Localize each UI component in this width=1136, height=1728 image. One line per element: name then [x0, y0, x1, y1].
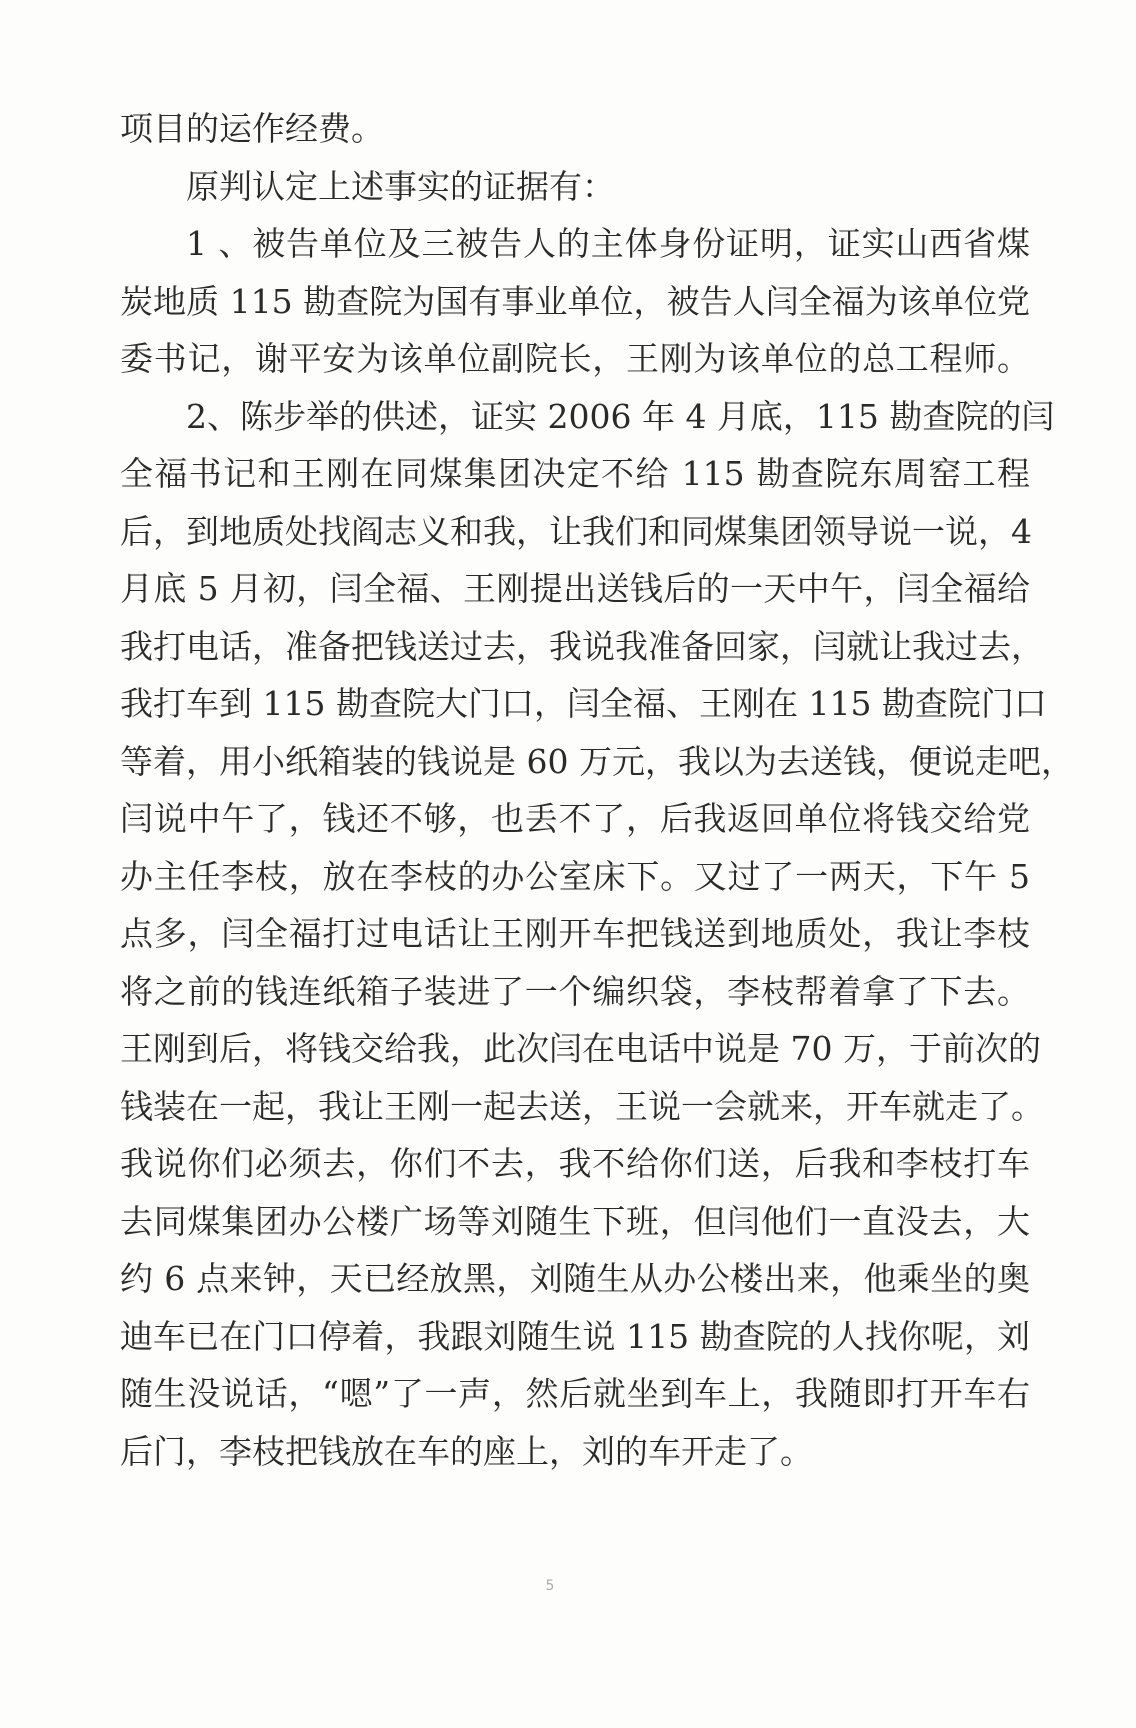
text-line-7: 全福书记和王刚在同煤集团决定不给 115 勘查院东周窑工程: [120, 454, 1030, 493]
text-line-2: 原判认定上述事实的证据有：: [186, 166, 615, 206]
text-line-1: 项目的运作经费。: [120, 109, 384, 148]
document-body: [120, 100, 1074, 1480]
text-line-3: 1 、被告单位及三被告人的主体身份证明，证实山西省煤: [186, 224, 1030, 263]
text-line-19: 我说你们必须去，你们不去，我不给你们送，后我和李枝打车: [120, 1144, 1030, 1183]
text-line-13: 闫说中午了，钱还不够，也丢不了，后我返回单位将钱交给党: [120, 799, 1030, 838]
page-number: 5: [545, 1578, 555, 1594]
text-line-20: 去同煤集团办公楼广场等刘随生下班，但闫他们一直没去，大: [120, 1201, 1030, 1241]
text-line-16: 将之前的钱连纸箱子装进了一个编织袋，李枝帮着拿了下去。: [120, 971, 1030, 1011]
text-line-10: 我打电话，准备把钱送过去，我说我准备回家，闫就让我过去，: [120, 626, 1044, 666]
text-line-17: 王刚到后，将钱交给我，此次闫在电话中说是 70 万，于前次的: [120, 1029, 1041, 1068]
text-line-22: 迪车已在门口停着，我跟刘随生说 115 勘查院的人找你呢，刘: [120, 1316, 1030, 1356]
text-line-21: 约 6 点来钟，天已经放黑，刘随生从办公楼出来，他乘坐的奥: [120, 1259, 1030, 1298]
text-line-8: 后，到地质处找阎志义和我，让我们和同煤集团领导说一说，4: [120, 511, 1032, 551]
text-line-6: 2、陈步举的供述，证实 2006 年 4 月底，115 勘查院的闫: [186, 396, 1055, 436]
text-line-5: 委书记，谢平安为该单位副院长，王刚为该单位的总工程师。: [120, 339, 1030, 378]
text-line-24: 后门，李枝把钱放在车的座上，刘的车开走了。: [120, 1431, 813, 1471]
text-line-18: 钱装在一起，我让王刚一起去送，王说一会就来，开车就走了。: [120, 1086, 1044, 1126]
text-line-15: 点多，闫全福打过电话让王刚开车把钱送到地质处，我让李枝: [120, 914, 1030, 953]
text-line-14: 办主任李枝，放在李枝的办公室床下。又过了一两天，下午 5: [120, 856, 1030, 896]
text-line-9: 月底 5 月初，闫全福、王刚提出送钱后的一天中午，闫全福给: [120, 569, 1030, 608]
text-line-23: 随生没说话，“嗯”了一声，然后就坐到车上，我随即打开车右: [120, 1374, 1030, 1413]
text-line-4: 炭地质 115 勘查院为国有事业单位，被告人闫全福为该单位党: [120, 281, 1030, 321]
text-line-11: 我打车到 115 勘查院大门口，闫全福、王刚在 115 勘查院门口: [120, 684, 1047, 723]
text-line-12: 等着，用小纸箱装的钱说是 60 万元，我以为去送钱，便说走吧，: [120, 741, 1074, 781]
